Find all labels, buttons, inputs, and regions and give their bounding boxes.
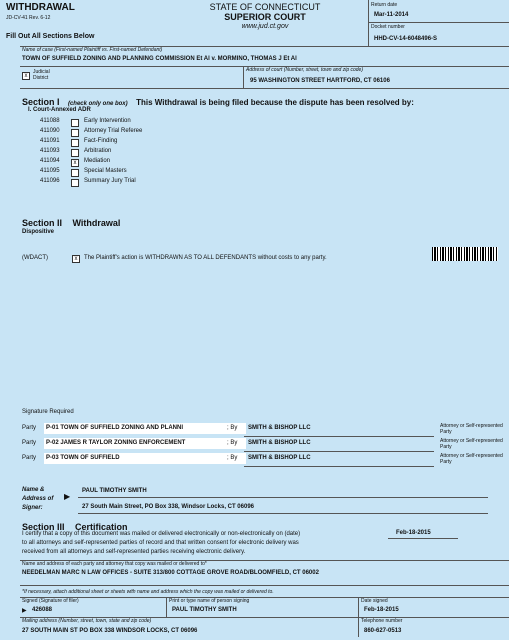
arbitration-checkbox[interactable] — [71, 149, 79, 157]
court-website: www.jud.ct.gov — [241, 23, 289, 30]
attorney-firm: SMITH & BISHOP LLC — [248, 440, 311, 446]
mailing-address-value: 27 SOUTH MAIN ST PO BOX 338 WINDSOR LOCKS, CT 06096 — [22, 628, 198, 634]
date-signed-value: Feb-18-2015 — [364, 607, 399, 613]
party-name-field[interactable]: P-02 JAMES R TAYLOR ZONING ENFORCEMENT — [44, 438, 246, 449]
arrow-right-icon: ▶ — [64, 492, 71, 501]
signed-value: 426088 — [32, 607, 53, 613]
court-name: SUPERIOR COURT — [224, 12, 306, 22]
state-name: STATE OF CONNECTICUT — [209, 2, 321, 12]
attorney-firm: SMITH & BISHOP LLC — [248, 425, 311, 431]
print-name-label: Print or type name of person signing — [169, 598, 250, 604]
summary-jury-trial-checkbox[interactable] — [71, 179, 79, 187]
withdrawal-checkbox[interactable]: x — [72, 255, 80, 263]
barcode-icon — [432, 247, 498, 261]
mailing-address-label: Mailing address (Number, street, town, state and zip code) — [22, 618, 152, 624]
judicial-district-label: Judicial District — [33, 69, 50, 81]
mediation-checkbox[interactable]: x — [71, 159, 79, 167]
signature-line — [244, 436, 434, 437]
print-name-value: PAUL TIMOTHY SMITH — [172, 607, 237, 613]
party-row: Party P-01 TOWN OF SUFFIELD ZONING AND PLANNI ; By SMITH & BISHOP LLC Attorney or Self-represented Party — [22, 423, 503, 435]
party-name-field[interactable]: P-03 TOWN OF SUFFIELD — [44, 453, 246, 464]
signer-label: Name & Address of Signer: — [22, 487, 54, 511]
court-address-value: 95 WASHINGTON STREET HARTFORD, CT 06106 — [250, 78, 390, 84]
party-row: Party P-03 TOWN OF SUFFIELD ; By SMITH & BISHOP LLC Attorney or Self-represented Party — [22, 453, 503, 465]
divider — [243, 66, 244, 88]
divider — [20, 597, 509, 598]
divider — [368, 0, 369, 46]
dispositive-label: Dispositive — [22, 229, 55, 235]
fact-finding-checkbox[interactable] — [71, 139, 79, 147]
judicial-district-checkbox[interactable]: x — [22, 72, 30, 80]
special-masters-checkbox[interactable] — [71, 169, 79, 177]
divider — [368, 22, 509, 23]
certification-text-2: to all attorneys and self-represented parties of record and that written consent for electronic delivery was — [22, 540, 299, 546]
attorney-trial-referee-checkbox[interactable] — [71, 129, 79, 137]
section2-heading: Section II Withdrawal — [22, 218, 121, 228]
withdrawal-text: The Plaintiff's action is WITHDRAWN AS TO ALL DEFENDANTS without costs to any party. — [84, 255, 327, 261]
certification-date: Feb-18-2015 — [396, 530, 431, 536]
divider — [20, 88, 509, 89]
attorney-firm: SMITH & BISHOP LLC — [248, 455, 311, 461]
signer-address: 27 South Main Street, PO Box 338, Windsor Locks, CT 06096 — [82, 504, 254, 510]
case-name-value: TOWN OF SUFFIELD ZONING AND PLANNING COMMISSION Et Al v. MORMINO, THOMAS J Et Al — [22, 56, 297, 62]
section3-heading: Section III Certification — [22, 522, 128, 532]
party-name-field[interactable]: P-01 TOWN OF SUFFIELD ZONING AND PLANNI — [44, 423, 246, 434]
phone-label: Telephone number — [361, 618, 403, 624]
fill-out-instruction: Fill Out All Sections Below — [6, 33, 95, 40]
withdrawal-code: (WDACT) — [22, 255, 48, 261]
form-title: WITHDRAWAL — [6, 2, 75, 13]
court-address-label: Address of court (Number, street, town and zip code) — [246, 67, 363, 73]
section1-heading: Section I (check only one box) This Withdrawal is being filed because the dispute has been resolved by: — [22, 97, 414, 107]
mailed-to-label: Name and address of each party and attorney that copy was mailed or delivered to* — [22, 561, 207, 567]
divider — [166, 597, 167, 617]
divider — [78, 513, 488, 514]
party-row: Party P-02 JAMES R TAYLOR ZONING ENFORCEMENT ; By SMITH & BISHOP LLC Attorney or Self-represented Party — [22, 438, 503, 450]
docket-label: Docket number — [371, 24, 405, 30]
divider — [388, 538, 458, 539]
mailed-to-value: NEEDELMAN MARC N LAW OFFICES - SUITE 313/800 COTTAGE GROVE ROAD/BLOOMFIELD, CT 06002 — [22, 570, 319, 576]
arrow-right-icon: ▶ — [22, 608, 27, 614]
certification-text-3: received from all attorneys and self-represented parties receiving electronic delivery. — [22, 549, 246, 555]
return-date-label: Return date — [371, 2, 398, 8]
signature-required-label: Signature Required — [22, 409, 74, 415]
divider — [78, 497, 488, 498]
divider — [20, 585, 509, 586]
return-date-value: Mar-11-2014 — [374, 12, 409, 18]
form-id: JD-CV-41 Rev. 6-12 — [6, 15, 51, 21]
signer-name: PAUL TIMOTHY SMITH — [82, 488, 147, 494]
case-name-label: Name of case (First-named Plaintiff vs. First-named Defendant) — [22, 47, 163, 53]
signature-line — [244, 451, 434, 452]
early-intervention-checkbox[interactable] — [71, 119, 79, 127]
signed-label: Signed (Signature of filer) — [22, 598, 79, 604]
footnote: *If necessary, attach additional sheet or sheets with name and address which the copy was mailed or delivered to. — [22, 589, 274, 595]
certification-text-1: I certify that a copy of this document was mailed or delivered electronically or non-electronically on (date) — [22, 531, 301, 537]
date-signed-label: Date signed — [361, 598, 388, 604]
section1-subheading: I. Court-Annexed ADR — [28, 107, 91, 113]
docket-number-value: HHD-CV-14-6048496-S — [374, 36, 438, 42]
signature-line — [244, 466, 434, 467]
phone-value: 860-627-0513 — [364, 628, 402, 634]
